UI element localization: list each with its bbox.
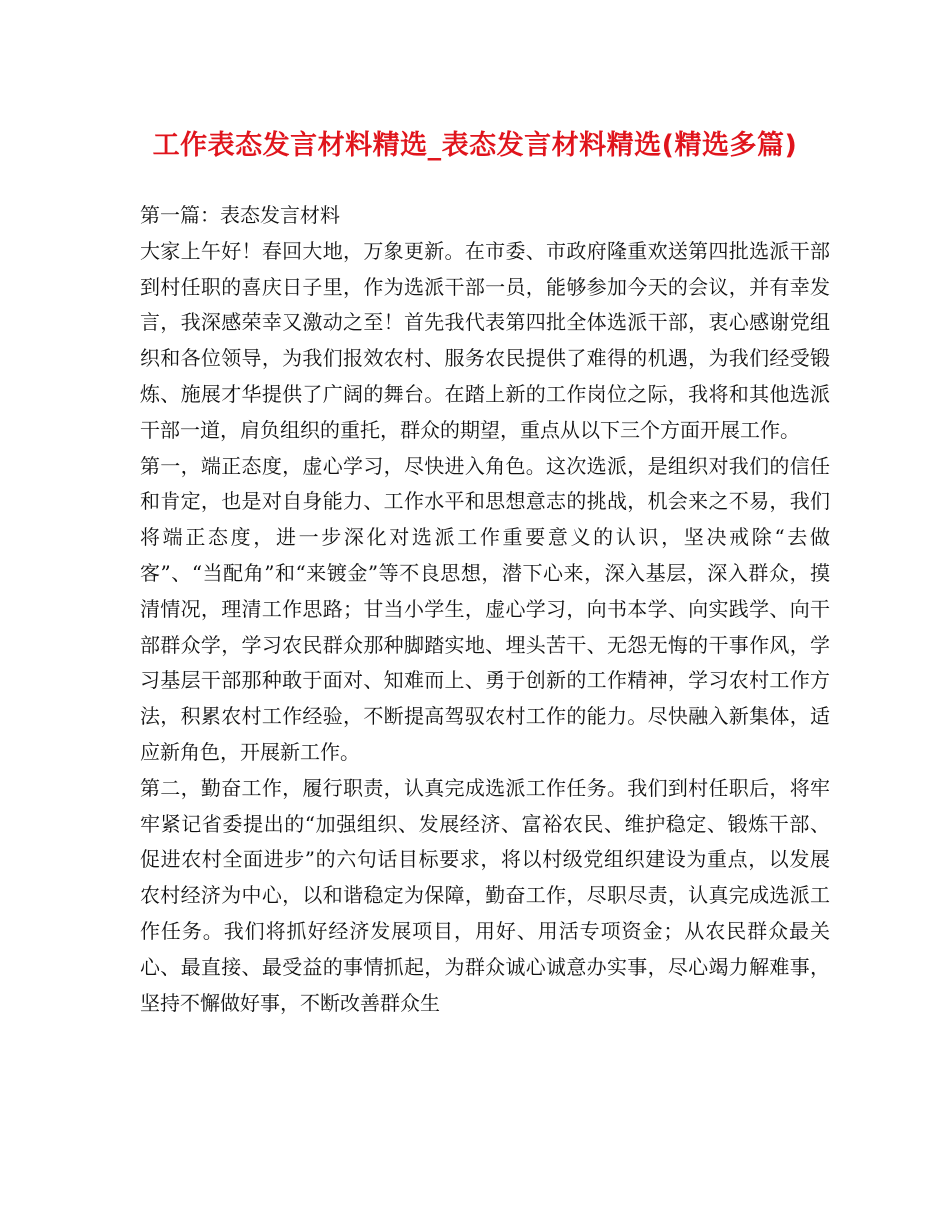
- document-title: 工作表态发言材料精选_表态发言材料精选(精选多篇): [152, 130, 798, 161]
- paragraph-point-two: 第二，勤奋工作，履行职责，认真完成选派工作任务。我们到村任职后，将牢牢紧记省委提出的“加强组织、发展经济、富裕农民、维护稳定、锻炼干部、促进农村全面进步”的六句话目标要求，将以村级党组织建设为重点，以发展农村经济为中心，以和谐稳定为保障，勤奋工作，尽职尽责，认真完成选派工作任务。我们将抓好经济发展项目，用好、用活专项资金；从农民群众最关心、最直接、最受益的事情抓起，为群众诚心诚意办实事，尽心竭力解难事，坚持不懈做好事，不断改善群众生: [140, 775, 830, 1015]
- section-heading: 第一篇：表态发言材料: [140, 203, 340, 227]
- paragraph-opening: 大家上午好！春回大地，万象更新。在市委、市政府隆重欢送第四批选派干部到村任职的喜庆日子里，作为选派干部一员，能够参加今天的会议，并有幸发言，我深感荣幸又激动之至！首先我代表第四批全体选派干部，衷心感谢党组织和各位领导，为我们报效农村、服务农民提供了难得的机遇，为我们经受锻炼、施展才华提供了广阔的舞台。在踏上新的工作岗位之际，我将和其他选派干部一道，肩负组织的重托，群众的期望，重点从以下三个方面开展工作。: [140, 238, 830, 442]
- paragraph-point-one: 第一，端正态度，虚心学习，尽快进入角色。这次选派，是组织对我们的信任和肯定，也是对自身能力、工作水平和思想意志的挑战，机会来之不易，我们将端正态度，进一步深化对选派工作重要意义的认识，坚决戒除“去做客”、“当配角”和“来镀金”等不良思想，潜下心来，深入基层，深入群众，摸清情况，理清工作思路；甘当小学生，虚心学习，向书本学、向实践学、向干部群众学，学习农民群众那种脚踏实地、埋头苦干、无怨无悔的干事作风，学习基层干部那种敢于面对、知难而上、勇于创新的工作精神，学习农村工作方法，积累农村工作经验，不断提高驾驭农村工作的能力。尽快融入新集体，适应新角色，开展新工作。: [140, 453, 830, 764]
- document-body: [140, 198, 830, 1021]
